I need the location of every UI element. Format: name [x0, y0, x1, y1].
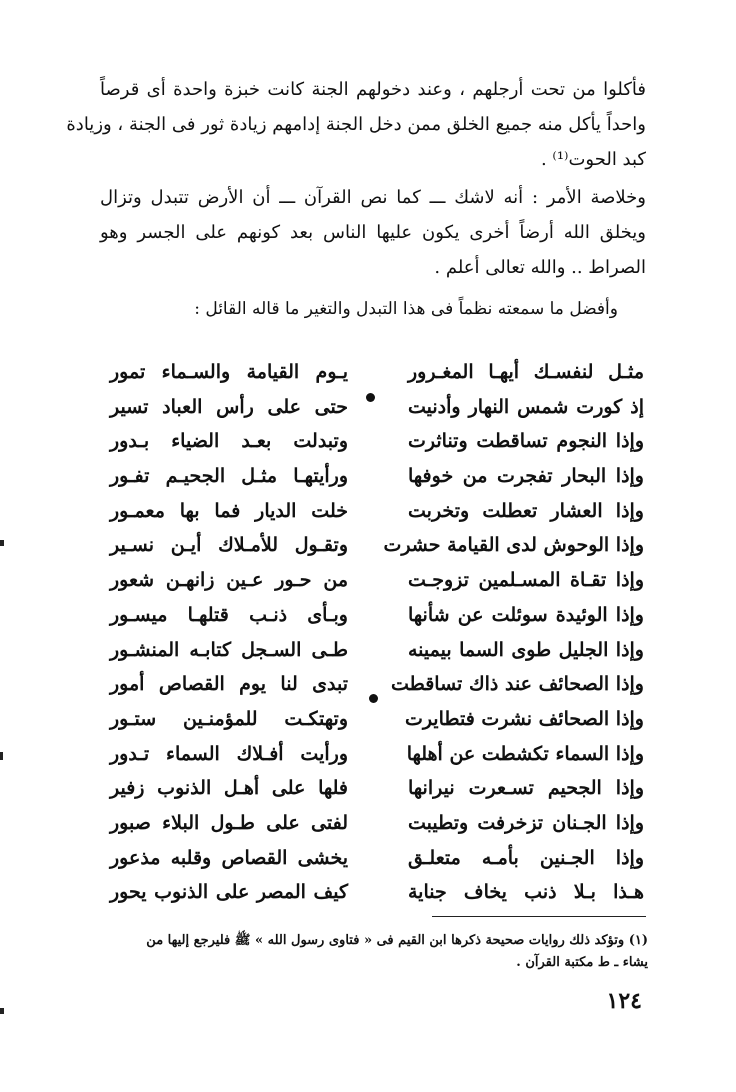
verse-line: وإذا النجوم تساقطت وتناثرت [408, 430, 644, 453]
poem-introduction: وأفضل ما سمعته نظماً فى هذا التبدل والتغير ما قاله القائل : [194, 299, 618, 319]
verse-line: وإذا الجليل طوى السما بيمينه [408, 638, 644, 661]
verse-line: وإذا العشار تعطلت وتخربت [408, 499, 644, 522]
verse-line: وإذا تقـاة المسـلمين تزوجـت [408, 569, 644, 592]
verse-separator-dot [366, 393, 375, 402]
verse-line: وإذا الوئيدة سوئلت عن شأنها [408, 603, 644, 626]
verse-line: وإذا الصحائف عند ذاك تساقطت [390, 673, 644, 696]
verse-line: يخشى القصاص وقلبه مذعور [110, 846, 348, 869]
paragraph-food-of-paradise [66, 72, 646, 177]
verse-line: لفتى على طـول البلاء صبور [110, 811, 348, 834]
scan-edge-mark [0, 752, 3, 760]
verse-line: خلت الديار فما بها معمـور [110, 499, 348, 522]
verse-line: وتقـول للأمـلاك أيـن نسـير [110, 534, 348, 557]
verse-line: وإذا الجـنين بأمـه متعلـق [408, 846, 644, 869]
verse-line: فلها على أهـل الذنوب زفير [110, 777, 348, 800]
verse-line: ورأيت أفـلاك السماء تـدور [110, 742, 348, 765]
prose-line: الصراط .. والله تعالى أعلم . [434, 257, 646, 278]
verse-line: وإذا الصحائف نشرت فتطايرت [404, 707, 644, 730]
verse-line: وإذا الوحوش لدى القيامة حشرت [383, 534, 644, 557]
verse-line: مثـل لنفسـك أيهـا المغـرور [408, 361, 644, 383]
verse-line: وإذا السماء تكشطت عن أهلها [406, 742, 644, 765]
verse-line: إذ كورت شمس النهار وأدنيت [408, 395, 644, 418]
prose-line: فأكلوا من تحت أرجلهم ، وعند دخولهم الجنة كانت خبزة واحدة أى قرصاً [100, 79, 646, 100]
verse-line: وتبدلت بعـد الضياء بـدور [110, 430, 348, 453]
verse-line: طـى السـجل كتابـه المنشـور [110, 638, 348, 661]
verse-line: هـذا بـلا ذنب يخاف جناية [408, 881, 644, 904]
verse-line: كيف المصر على الذنوب يحور [110, 881, 348, 904]
footnote-line: (١) وتؤكد ذلك روايات صحيحة ذكرها ابن القيم فى « فتاوى رسول الله » ﷺ فليرجع إليها من [146, 933, 648, 948]
verse-line: تبدى لنا يوم القصاص أمور [110, 673, 348, 696]
scan-edge-mark [0, 540, 4, 546]
prose-line: ويخلق الله أرضاً أخرى يكون عليها الناس بعد كونهم على الجسر وهو [100, 222, 646, 243]
footnote-rule [432, 916, 646, 917]
footnote-line: يشاء ـ ط مكتبة القرآن . [516, 955, 648, 970]
prose-line: وخلاصة الأمر : أنه لاشك ـــ كما نص القرآن ـــ أن الأرض تتبدل وتزال [100, 187, 646, 208]
verse-line: ورأيتهـا مثـل الجحيـم تفـور [110, 465, 348, 488]
verse-line: من حـور عـين زانهـن شعور [110, 569, 348, 592]
verse-line: وتهتكـت للمؤمنـين ستـور [110, 707, 348, 730]
poem-left-hemistichs [110, 355, 348, 910]
verse-separator-dot [369, 694, 378, 703]
verse-line: وإذا الجحيم تسـعرت نيرانها [408, 777, 644, 800]
prose-line: واحداً يأكل منه جميع الخلق ممن دخل الجنة إدامهم زيادة ثور فى الجنة ، وزيادة [66, 114, 646, 135]
paragraph-conclusion [100, 180, 646, 285]
prose-line: كبد الحوت⁽¹⁾ . [540, 149, 646, 170]
verse-line: يـوم القيامة والسـماء تمور [110, 361, 348, 383]
verse-line: حتى على رأس العباد تسير [110, 395, 348, 418]
poem-right-hemistichs [383, 355, 644, 910]
verse-line: وبـأى ذنـب قتلهـا ميسـور [110, 603, 348, 626]
verse-line: وإذا الجـنان تزخرفت وتطيبت [408, 811, 644, 834]
scan-edge-mark [0, 1008, 4, 1014]
verse-line: وإذا البحار تفجرت من خوفها [408, 465, 644, 488]
page-number: ١٢٤ [606, 988, 642, 1014]
